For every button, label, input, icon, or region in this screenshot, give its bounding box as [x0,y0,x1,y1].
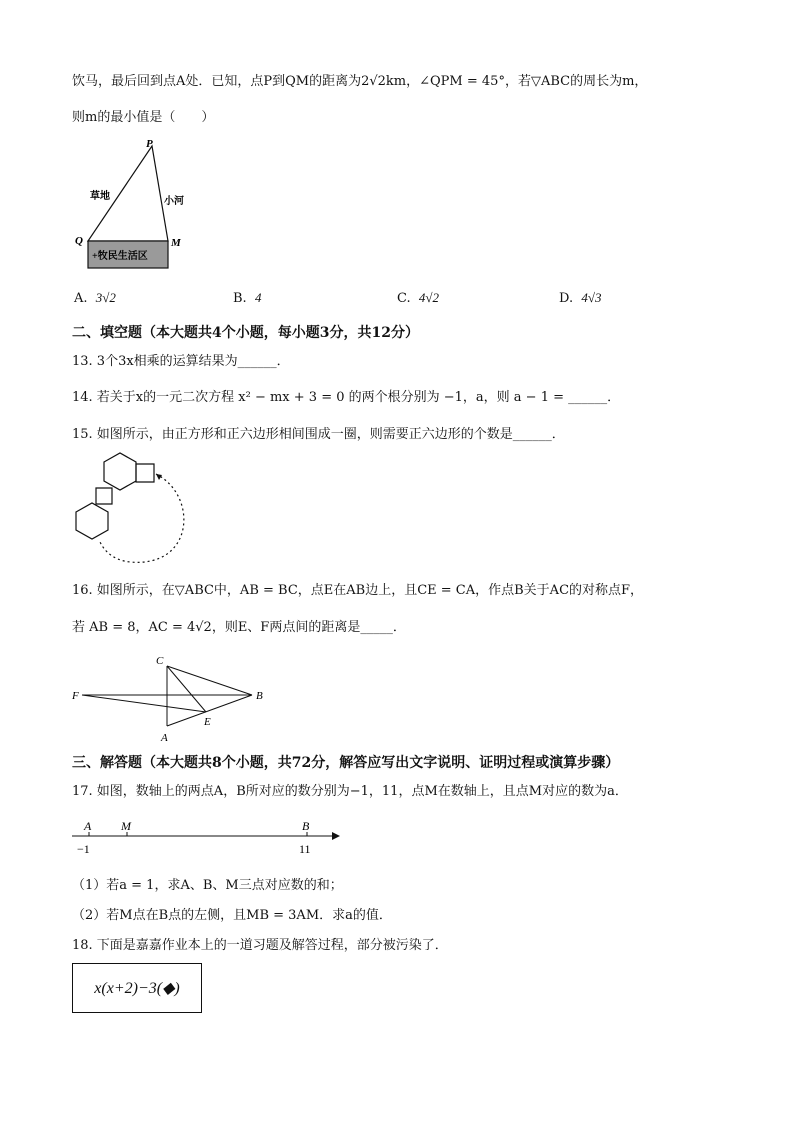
square-right [136,464,154,482]
q14: 14. 若关于x的一元二次方程 x² − mx + 3 = 0 的两个根分别为 −1，a，则 a − 1 = ______． [72,390,621,405]
q12-line2: 则m的最小值是（ ） [72,110,215,125]
axis-label-m: M [121,819,131,833]
hexagon-top [104,453,136,490]
label-grass: 草地 [90,191,110,202]
q15-figure [70,450,195,570]
label-c: C [156,655,164,667]
q16-line2: 若 AB = 8，AC = 4√2，则E、F两点间的距离是_____． [72,620,406,635]
square-middle [96,488,112,504]
q18-expression-box [72,963,202,1013]
option-c: C. 4√2 [397,290,440,306]
hexagon-bottom [76,503,108,539]
q17-number-line [70,814,345,858]
axis-arrow [332,832,340,840]
q12-line1: 饮马，最后回到点A处．已知，点P到QM的距离为2√2km，∠QPM = 45°，若▽ABC的周长为m， [72,74,648,89]
label-river: 小河 [164,196,184,207]
q17-part1: （1）若a = 1，求A、B、M三点对应数的和； [72,878,343,893]
label-a: A [161,732,168,744]
section2-heading: 二、填空题（本大题共4个小题，每小题3分，共12分） [72,325,419,341]
label-m: M [171,237,181,249]
q17-part2: （2）若M点在B点的左侧，且MB = 3AM．求a的值． [72,908,392,923]
tick-label-b: 11 [299,842,311,856]
section3-heading: 三、解答题（本大题共8个小题，共72分，解答应写出文字说明、证明过程或演算步骤） [72,755,620,771]
q18-expression: x(x+2)−3(◆) [94,980,180,997]
dotted-arc [100,474,184,562]
q12-figure [70,138,210,273]
label-f: F [72,690,79,702]
axis-label-a: A [84,819,92,833]
q18-stem: 18. 下面是嘉嘉作业本上的一道习题及解答过程，部分被污染了． [72,938,448,953]
q15: 15. 如图所示，由正方形和正六边形相间围成一圈，则需要正六边形的个数是______． [72,427,565,442]
label-q: Q [75,235,83,247]
seg-f-e [82,695,206,712]
axis-label-b: B [302,819,310,833]
q16-line1: 16. 如图所示，在▽ABC中，AB = BC，点E在AB边上，且CE = CA，作点B关于AC的对称点F， [72,583,644,598]
q16-figure [70,652,270,744]
option-b: B. 4 [233,290,262,306]
label-b: B [256,690,263,702]
label-e: E [204,716,211,728]
option-a: A. 3√2 [74,290,116,306]
tick-label-a: −1 [77,842,90,856]
q17-stem: 17. 如图，数轴上的两点A，B所对应的数分别为−1，11，点M在数轴上，且点M对应的数为a． [72,784,628,799]
label-p: P [146,138,153,150]
label-living-area: +牧民生活区 [92,251,148,262]
option-d: D. 4√3 [559,290,602,306]
q13: 13. 3个3x相乘的运算结果为______． [72,354,290,369]
